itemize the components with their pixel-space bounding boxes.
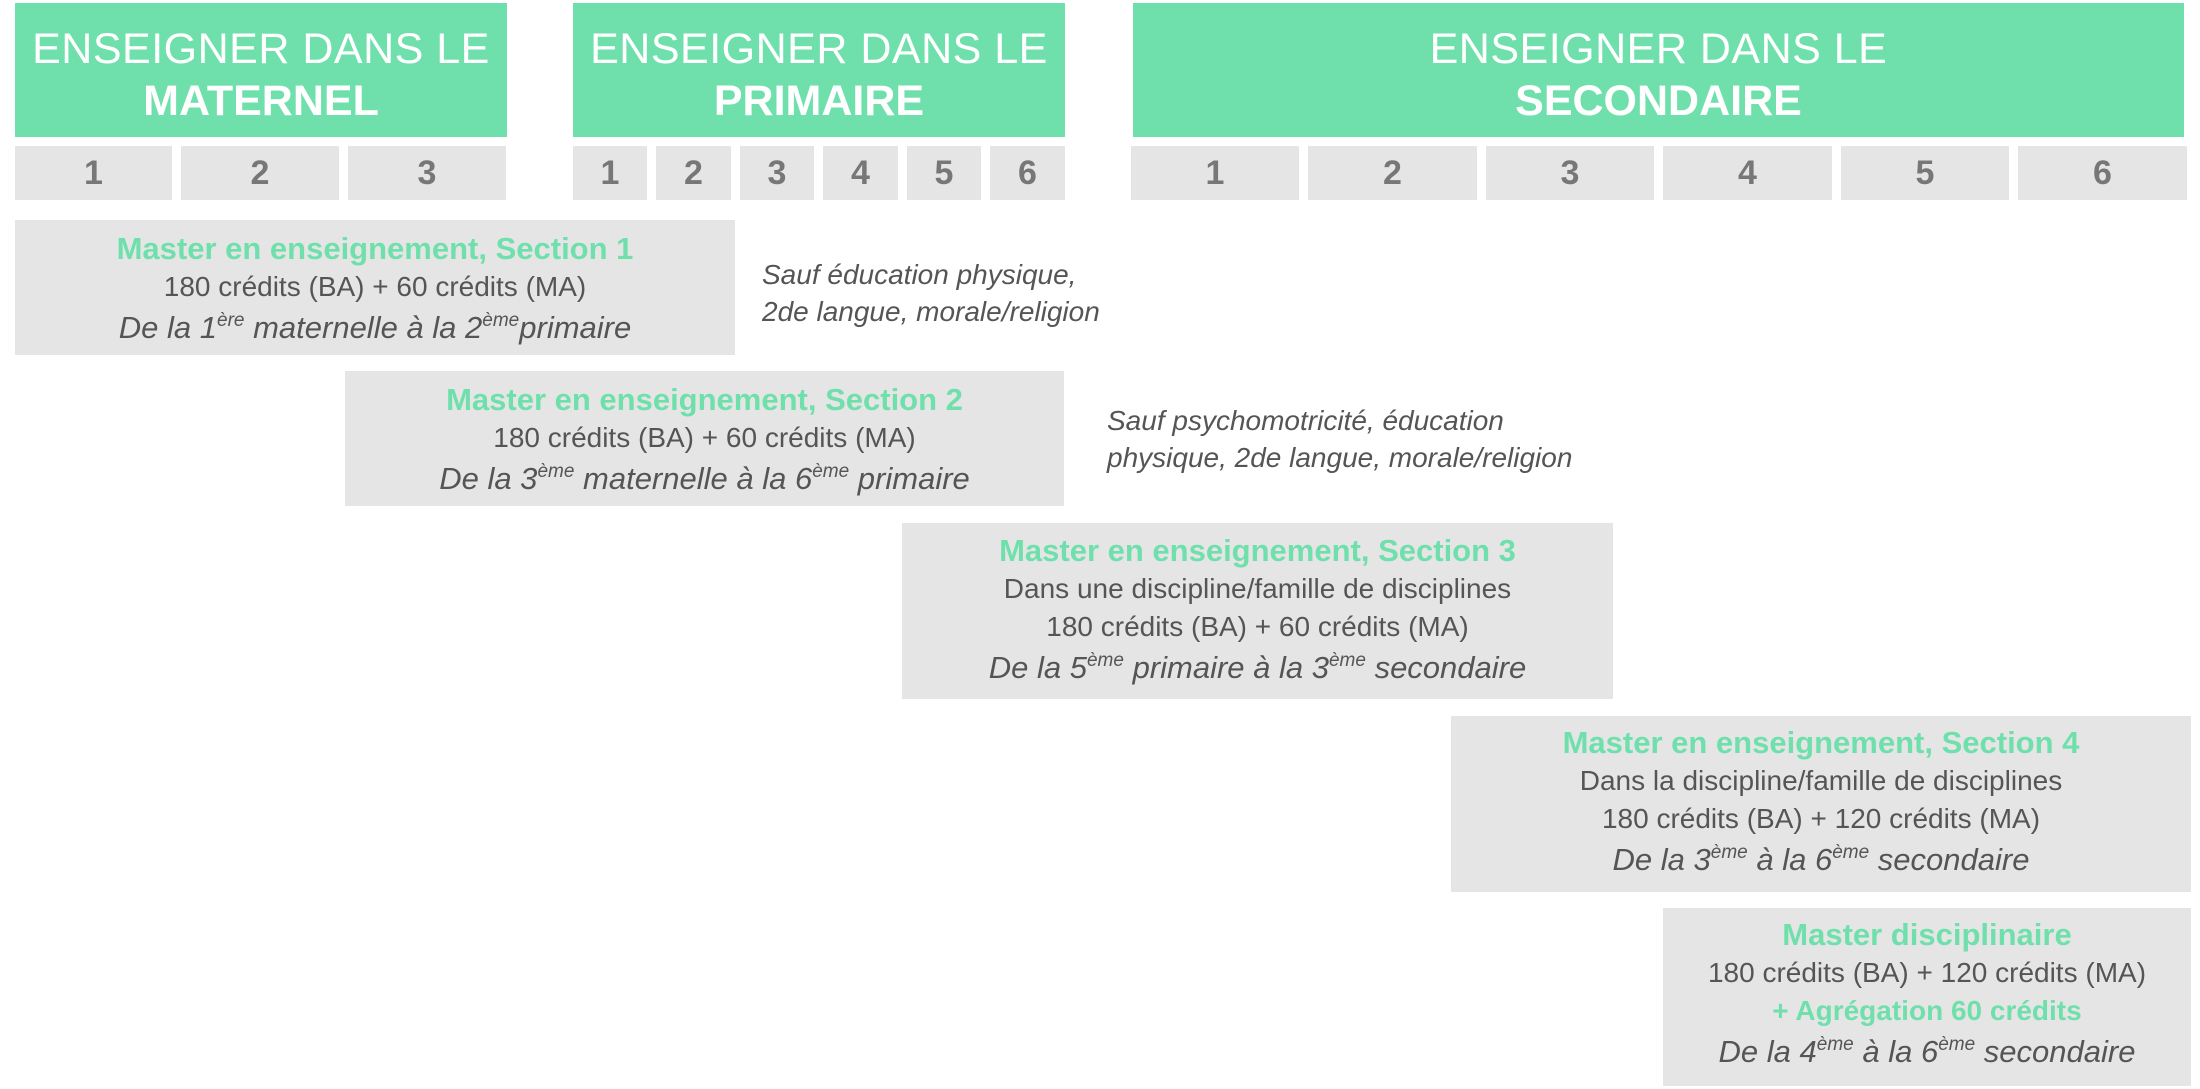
section-title: Master disciplinaire	[1782, 917, 2072, 952]
header-line1: ENSEIGNER DANS LE	[590, 25, 1048, 73]
header-line2: PRIMAIRE	[713, 77, 925, 125]
header-line1: ENSEIGNER DANS LE	[1429, 25, 1888, 73]
header-secondaire	[1133, 3, 2184, 137]
year-cell-secondaire-4: 4	[1663, 146, 1832, 200]
year-cell-secondaire-3: 3	[1486, 146, 1654, 200]
section-1-box	[15, 220, 735, 355]
year-cell-maternel-2: 2	[181, 146, 339, 200]
header-primaire	[573, 3, 1065, 137]
year-cell-primaire-6: 6	[990, 146, 1065, 200]
year-cell-maternel-1: 1	[15, 146, 172, 200]
section-range: De la 3ème à la 6ème secondaire	[1612, 842, 2030, 877]
section-title: Master en enseignement, Section 3	[999, 533, 1516, 568]
year-cell-secondaire-6: 6	[2018, 146, 2187, 200]
header-maternel	[15, 3, 507, 137]
section-range: De la 1ère maternelle à la 2èmeprimaire	[118, 310, 632, 345]
section-credits: 180 crédits (BA) + 60 crédits (MA)	[1046, 611, 1469, 642]
section-2-box	[345, 371, 1064, 506]
section-2-note: Sauf psychomotricité, éducation physique, 2de langue, morale/religion	[1107, 405, 1573, 473]
section-title: Master en enseignement, Section 1	[116, 231, 634, 266]
section-discipline: Dans la discipline/famille de disciplines	[1579, 765, 2063, 796]
header-line2: SECONDAIRE	[1515, 77, 1802, 125]
year-cell-primaire-4: 4	[823, 146, 898, 200]
year-cell-primaire-3: 3	[740, 146, 814, 200]
year-cell-secondaire-2: 2	[1308, 146, 1477, 200]
year-cell-primaire-1: 1	[573, 146, 647, 200]
section-credits: 180 crédits (BA) + 60 crédits (MA)	[163, 271, 587, 302]
section-range: De la 5ème primaire à la 3ème secondaire	[988, 650, 1527, 685]
year-cell-maternel-3: 3	[348, 146, 506, 200]
section-credits: 180 crédits (BA) + 120 crédits (MA)	[1601, 803, 2041, 834]
header-line1: ENSEIGNER DANS LE	[32, 25, 490, 73]
section-title: Master en enseignement, Section 4	[1562, 725, 2080, 760]
year-cell-secondaire-1: 1	[1131, 146, 1299, 200]
section-3-box	[902, 523, 1613, 699]
section-range: De la 3ème maternelle à la 6ème primaire	[439, 461, 970, 496]
section-title: Master en enseignement, Section 2	[446, 382, 963, 417]
master-disciplinaire-box	[1663, 908, 2191, 1086]
section-discipline: Dans une discipline/famille de disciplines	[1003, 573, 1512, 604]
section-4-box	[1451, 716, 2191, 892]
section-extra: + Agrégation 60 crédits	[1772, 995, 2082, 1026]
section-credits: 180 crédits (BA) + 120 crédits (MA)	[1707, 957, 2147, 988]
year-cell-primaire-5: 5	[907, 146, 981, 200]
section-1-note: Sauf éducation physique, 2de langue, morale/religion	[762, 259, 1100, 327]
section-range: De la 4ème à la 6ème secondaire	[1718, 1034, 2136, 1069]
year-cell-primaire-2: 2	[656, 146, 731, 200]
section-credits: 180 crédits (BA) + 60 crédits (MA)	[493, 422, 916, 453]
header-line2: MATERNEL	[143, 77, 379, 125]
year-cell-secondaire-5: 5	[1841, 146, 2009, 200]
